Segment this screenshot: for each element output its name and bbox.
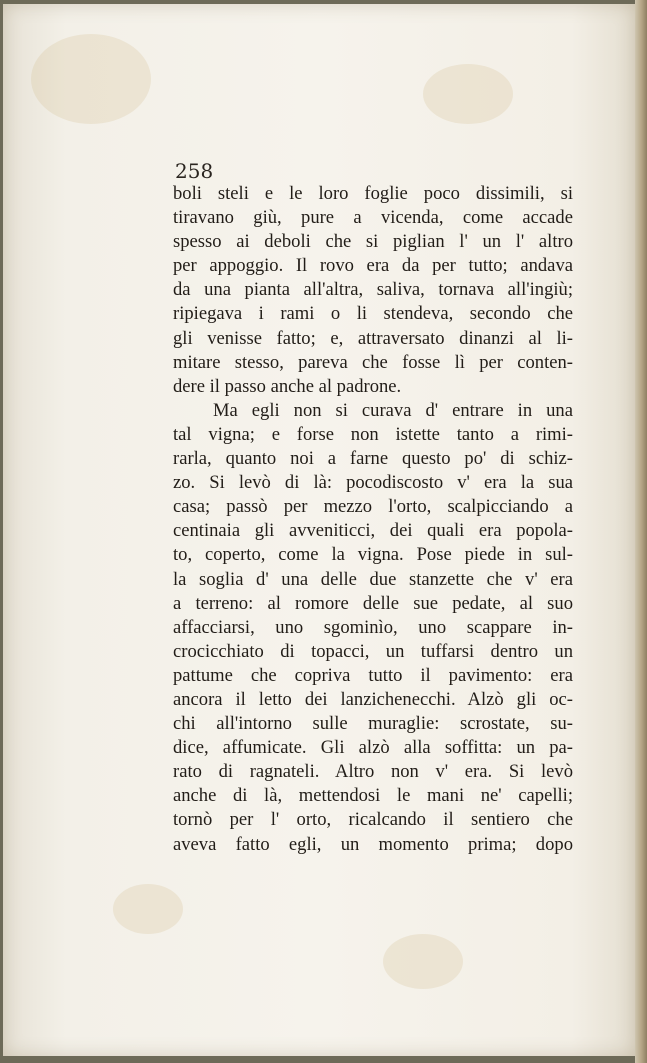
text-line: affacciarsi, uno sgominìo, uno scappare in-	[173, 616, 573, 638]
page-number: 258	[175, 159, 214, 183]
paper-stain	[31, 34, 151, 124]
text-line: da una pianta all'altra, saliva, tornava all'ingiù;	[173, 279, 573, 301]
text-line: boli steli e le loro foglie poco dissimili, si	[173, 183, 573, 204]
text-line: dere il passo anche al padrone.	[173, 375, 402, 397]
paper-stain	[113, 884, 183, 934]
text-line: ripiegava i rami o li stendeva, secondo che	[173, 303, 573, 325]
paper-stain	[423, 64, 513, 124]
text-line: tiravano giù, pure a vicenda, come accade	[173, 207, 573, 229]
text-line: la soglia d' una delle due stanzette che v' era	[173, 568, 573, 590]
text-line: crocicchiato di topacci, un tuffarsi dentro un	[173, 640, 573, 662]
text-line: tal vigna; e forse non istette tanto a rimi-	[173, 423, 573, 445]
text-line: to, coperto, come la vigna. Pose piede in sul-	[173, 544, 573, 566]
text-line: tornò per l' orto, ricalcando il sentiero che	[173, 809, 573, 831]
paper-stain	[383, 934, 463, 989]
text-line-paragraph-start: Ma egli non si curava d' entrare in una	[213, 399, 573, 421]
page-edge	[635, 0, 647, 1063]
text-line: rato di ragnateli. Altro non v' era. Si levò	[173, 761, 573, 783]
text-line: ancora il letto dei lanzichenecchi. Alzò gli oc-	[173, 688, 573, 710]
text-line: gli venisse fatto; e, attraversato dinanzi al li-	[173, 327, 573, 349]
text-line: dice, affumicate. Gli alzò alla soffitta: un pa-	[173, 737, 573, 759]
text-line: mitare stesso, pareva che fosse lì per conten-	[173, 351, 573, 373]
book-page	[3, 4, 635, 1056]
text-line: per appoggio. Il rovo era da per tutto; andava	[173, 255, 573, 277]
text-line: spesso ai deboli che si piglian l' un l' altro	[173, 231, 573, 253]
text-line: anche di là, mettendosi le mani ne' capelli;	[173, 785, 573, 807]
text-line: rarla, quanto noi a farne questo po' di schiz-	[173, 448, 573, 470]
text-line: pattume che copriva tutto il pavimento: era	[173, 664, 573, 686]
text-line: zo. Si levò di là: pocodiscosto v' era la sua	[173, 472, 573, 494]
text-line: centinaia gli avveniticci, dei quali era popola-	[173, 520, 573, 542]
text-line: chi all'intorno sulle muraglie: scrostate, su-	[173, 713, 573, 735]
body-text	[173, 182, 573, 857]
text-line: aveva fatto egli, un momento prima; dopo	[173, 833, 573, 855]
text-line: a terreno: al romore delle sue pedate, al suo	[173, 592, 573, 614]
text-line: casa; passò per mezzo l'orto, scalpicciando a	[173, 496, 573, 518]
